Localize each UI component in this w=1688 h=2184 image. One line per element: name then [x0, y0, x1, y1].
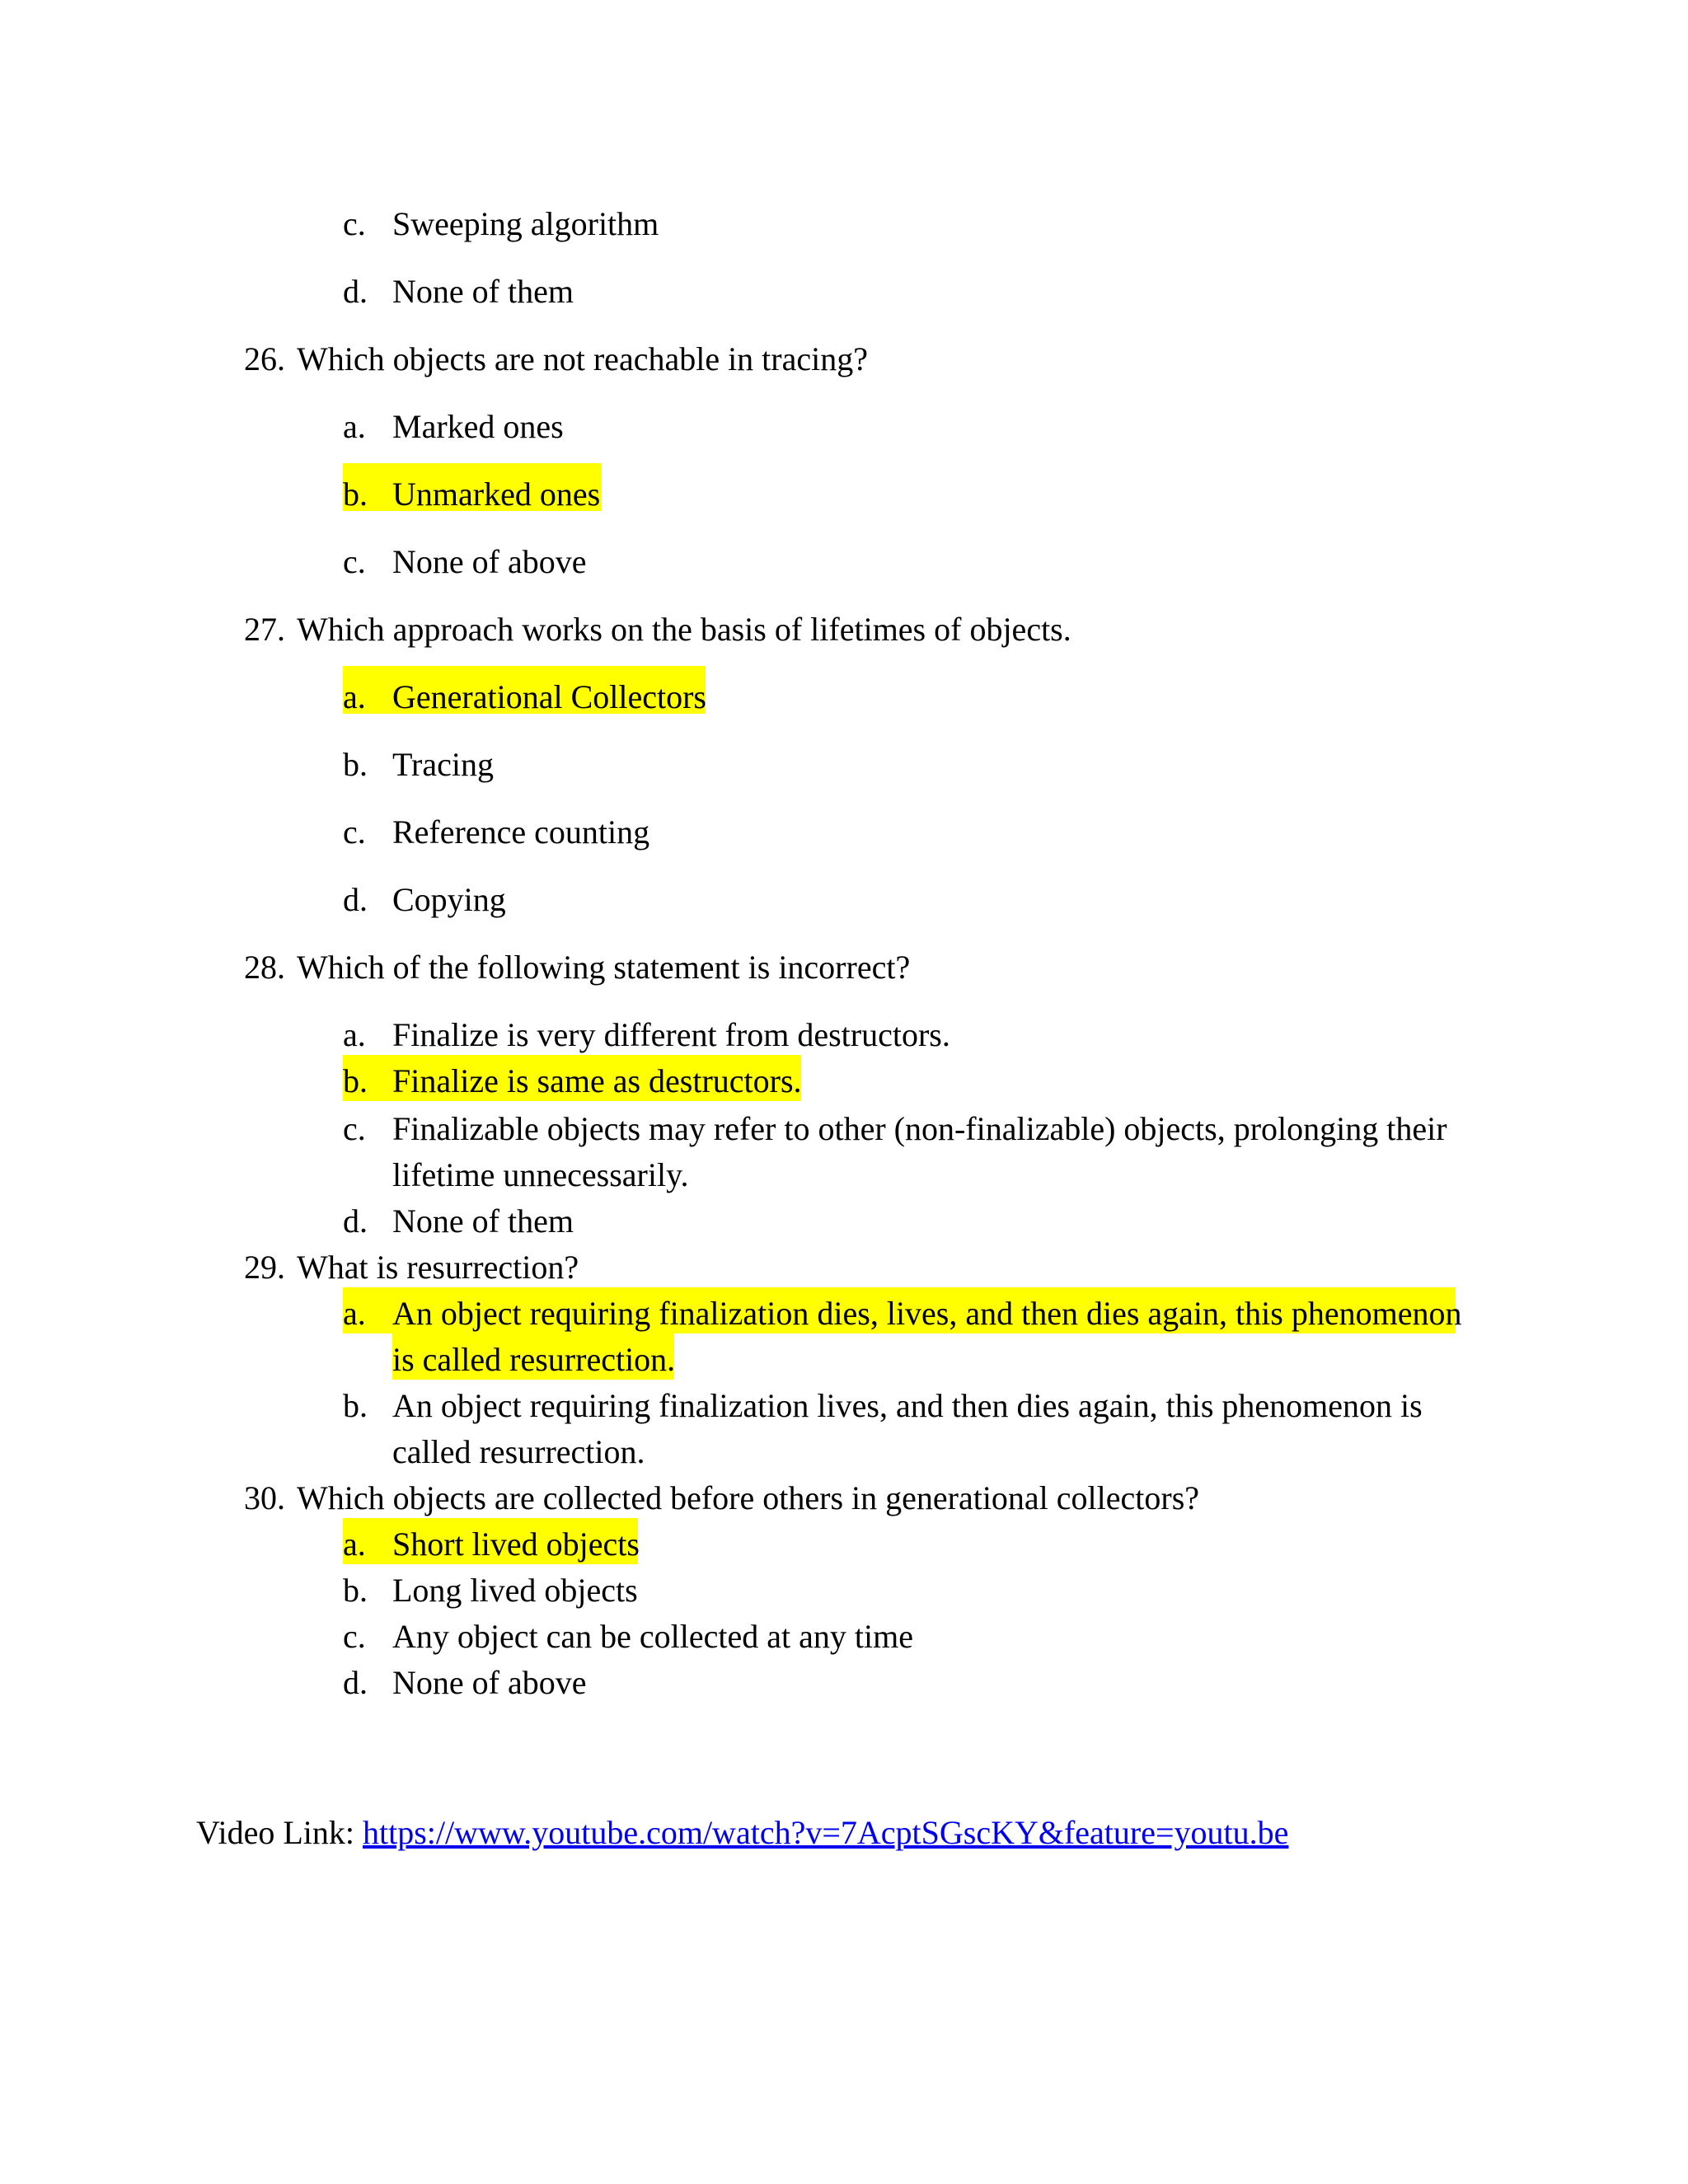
video-link[interactable]: https://www.youtube.com/watch?v=7AcptSGscKY&feature=youtu.be	[363, 1814, 1289, 1851]
option-text: Finalizable objects may refer to other (non-finalizable) objects, prolonging their	[392, 1110, 1447, 1147]
question-number: 28.	[244, 949, 285, 986]
option-text: called resurrection.	[392, 1433, 645, 1470]
question-text: What is resurrection?	[297, 1249, 579, 1286]
question-number: 27.	[244, 611, 285, 648]
option-label: d.	[343, 1664, 368, 1701]
question-text: Which objects are not reachable in tracing?	[297, 340, 868, 377]
option-text: lifetime unnecessarily.	[392, 1156, 689, 1193]
option-text: Finalize is same as destructors.	[392, 1062, 802, 1099]
option-label: b.	[343, 1572, 368, 1609]
option-text: Copying	[392, 881, 506, 918]
question-number: 29.	[244, 1249, 285, 1286]
option-text: Generational Collectors	[392, 678, 706, 715]
question-text: Which of the following statement is incorrect?	[297, 949, 911, 986]
option-text: None of above	[392, 543, 587, 580]
option-label: d.	[343, 1202, 368, 1240]
option-text: Short lived objects	[392, 1526, 640, 1563]
option-text: None of above	[392, 1664, 587, 1701]
option-text: Unmarked ones	[392, 476, 601, 513]
option-label: a.	[343, 1016, 366, 1053]
option-label: b.	[343, 1387, 368, 1424]
question-text: Which approach works on the basis of lifetimes of objects.	[297, 611, 1071, 648]
option-text: Sweeping algorithm	[392, 205, 659, 242]
video-link-label: Video Link:	[196, 1814, 363, 1851]
option-text: Reference counting	[392, 813, 650, 851]
option-label: a.	[343, 678, 366, 715]
question-text: Which objects are collected before others in generational collectors?	[297, 1479, 1200, 1516]
option-label: b.	[343, 1062, 368, 1099]
option-label: a.	[343, 408, 366, 445]
option-text: Tracing	[392, 746, 494, 783]
option-label: a.	[343, 1295, 366, 1332]
option-text: Long lived objects	[392, 1572, 638, 1609]
option-label: c.	[343, 813, 366, 851]
option-text: is called resurrection.	[392, 1341, 676, 1378]
option-label: c.	[343, 1110, 366, 1147]
option-text: Marked ones	[392, 408, 564, 445]
option-label: d.	[343, 881, 368, 918]
option-label: c.	[343, 205, 366, 242]
option-label: a.	[343, 1526, 366, 1563]
option-text: Finalize is very different from destructors.	[392, 1016, 950, 1053]
option-text: An object requiring finalization dies, lives, and then dies again, this phenomenon	[392, 1295, 1462, 1332]
option-text: An object requiring finalization lives, and then dies again, this phenomenon is	[392, 1387, 1423, 1424]
question-number: 26.	[244, 340, 285, 377]
option-text: None of them	[392, 273, 574, 310]
option-label: c.	[343, 543, 366, 580]
option-label: c.	[343, 1618, 366, 1655]
option-label: d.	[343, 273, 368, 310]
option-text: Any object can be collected at any time	[392, 1618, 913, 1655]
video-link-row	[196, 1816, 1288, 1849]
option-text: None of them	[392, 1202, 574, 1240]
option-label: b.	[343, 476, 368, 513]
option-label: b.	[343, 746, 368, 783]
question-number: 30.	[244, 1479, 285, 1516]
